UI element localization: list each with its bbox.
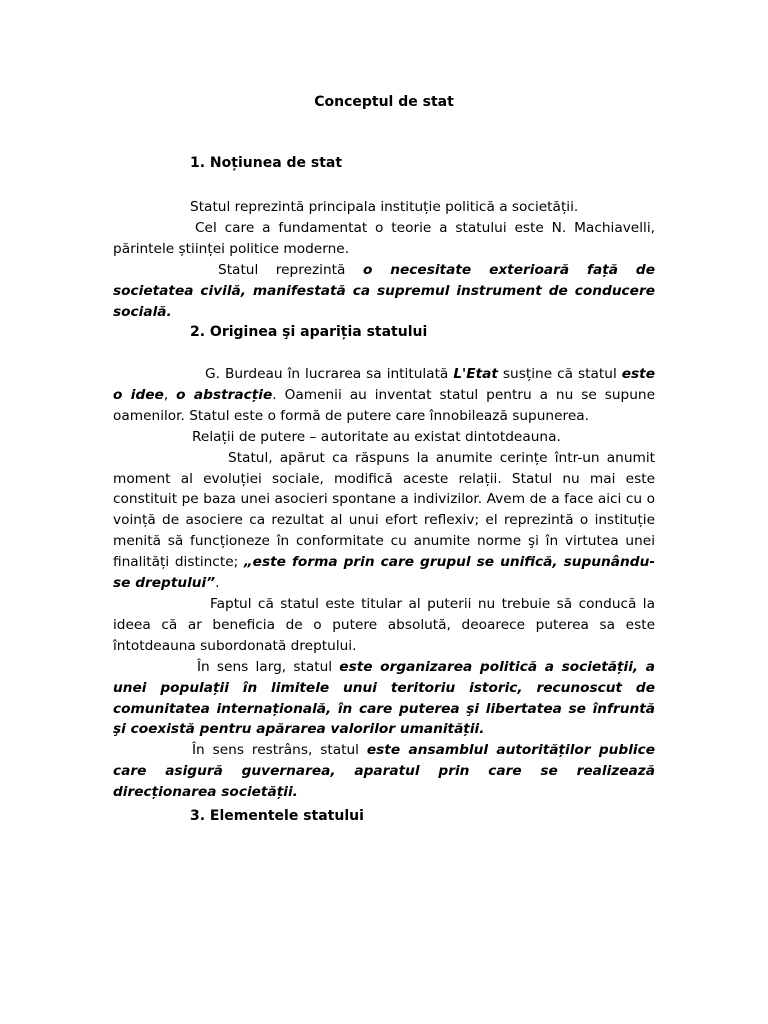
section-body-notiunea bbox=[113, 197, 655, 322]
paragraph: Statul reprezintă principala instituție politică a societății. bbox=[190, 199, 579, 215]
paragraph: Cel care a fundamentat o teorie a statului este N. Machiavelli, părintele științei politice moderne. bbox=[113, 219, 655, 257]
paragraph: Faptul că statul este titular al puterii nu trebuie să conducă la ideea că ar beneficia de o putere absolută, deoarece puterea sa este întotdeauna subordonată dreptului. bbox=[113, 595, 655, 654]
paragraph: Statul, apărut ca răspuns la anumite cerințe într-un anumit moment al evoluției sociale, modifică aceste relații. Statul nu mai este constituit pe baza unei asocieri spontane a indivizilor. Avem de a face aici cu o voință de asociere ca rezultat al unui efort reflexiv; el reprezintă o instituție menită să funcționeze în conformitate cu anumite norme şi în virtutea unei finalități distincte; „este forma prin care grupul se unifică, supunându-se dreptului”. bbox=[113, 449, 655, 592]
section-heading-originea: 2. Originea şi apariția statului bbox=[190, 324, 428, 340]
section-heading-notiunea: 1. Noțiunea de stat bbox=[190, 155, 343, 171]
paragraph: Relații de putere – autoritate au existat dintotdeauna. bbox=[192, 428, 561, 445]
page-title: Conceptul de stat bbox=[314, 94, 454, 110]
paragraph: În sens restrâns, statul este ansamblul autorităților publice care asigură guvernarea, aparatul prin care se realizează direcționarea societății. bbox=[113, 742, 656, 801]
section-heading-elementele: 3. Elementele statului bbox=[190, 808, 364, 824]
paragraph: Statul reprezintă o necesitate exterioară față de societatea civilă, manifestată ca supremul instrument de conducere socială. bbox=[113, 261, 655, 320]
section-body-originea bbox=[113, 364, 655, 803]
paragraph: În sens larg, statul este organizarea politică a societății, a unei populații în limitele unui teritoriu istoric, recunoscut de comunitatea internațională, în care puterea şi libertatea se înfruntă şi coexistă pentru apărarea valorilor umanității. bbox=[113, 658, 655, 738]
paragraph: G. Burdeau în lucrarea sa intitulată L'Etat susține că statul este o idee, o abstracție. Oamenii au inventat statul pentru a nu se supune oamenilor. Statul este o formă de putere care înnobilează supunerea. bbox=[113, 366, 655, 424]
